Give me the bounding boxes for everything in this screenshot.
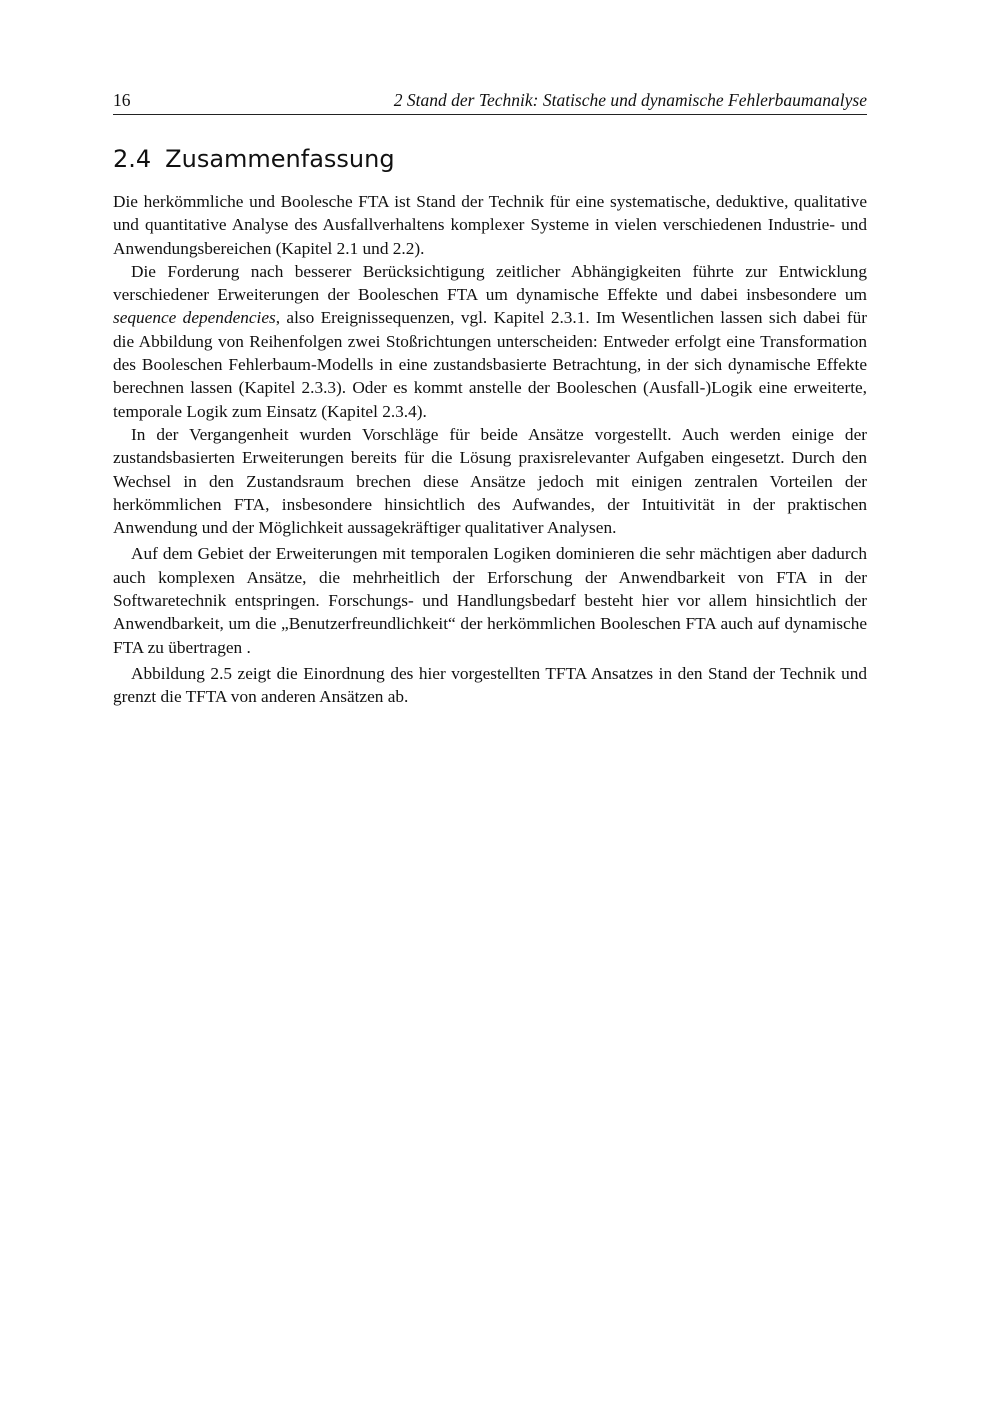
paragraph-2-part-1: Die Forderung nach besserer Berücksichtigung zeitlicher Abhängigkeiten führte zur Entwicklung verschiedener Erweiterungen der Booleschen FTA um dynamische Effekte und dabei insbesondere um xyxy=(113,261,867,305)
paragraph-1: Die herkömmliche und Boolesche FTA ist Stand der Technik für eine systematische, deduktive, qualitative und quantitative Analyse des Ausfallverhaltens komplexer Systeme in vielen verschiedenen Industrie- und Anwendungsbereichen (Kapitel 2.1 und 2.2). xyxy=(113,192,867,258)
paragraph-3: In der Vergangenheit wurden Vorschläge für beide Ansätze vorgestellt. Auch werden einige der zustandsbasierten Erweiterungen bereits für die Lösung praxisrelevanter Aufgaben eingesetzt. Durch den Wechsel in den Zustandsraum brechen diese Ansätze jedoch mit einigen zentralen Vorteilen der herkömmlichen FTA, insbesondere hinsichtlich des Aufwandes, der Intuitivität in der praktischen Anwendung und der Möglichkeit aussagekräftiger qualitativer Analysen. xyxy=(113,424,867,538)
paragraph-5: Abbildung 2.5 zeigt die Einordnung des hier vorgestellten TFTA Ansatzes in den Stand der Technik und grenzt die TFTA von anderen Ansätzen ab. xyxy=(113,663,867,707)
running-header xyxy=(113,88,867,115)
running-title: 2 Stand der Technik: Statische und dynamische Fehlerbaumanalyse xyxy=(393,90,867,110)
page-number: 16 xyxy=(113,90,131,110)
body-text xyxy=(113,190,867,709)
paragraph-2-part-2: , also Ereignissequenzen, vgl. Kapitel 2.3.1. Im Wesentlichen lassen sich dabei für die Abbildung von Reihenfolgen zwei Stoßrichtungen unterscheiden: Entweder erfolgt eine Transformation des Booleschen Fehlerbaum-Modells in eine zustandsbasierte Betrachtung, in der sich dynamische Effekte berechnen lassen (Kapitel 2.3.3). Oder es kommt anstelle der Booleschen (Ausfall-)Logik eine erweiterte, temporale Logik zum Einsatz (Kapitel 2.3.4). xyxy=(113,308,867,421)
paragraph-4: Auf dem Gebiet der Erweiterungen mit temporalen Logiken dominieren die sehr mächtigen aber dadurch auch komplexen Ansätze, die mehrheitlich der Erforschung der Anwendbarkeit von FTA in der Softwaretechnik entspringen. Forschungs- und Handlungsbedarf besteht hier vor allem hinsichtlich der Anwendbarkeit, um die „Benutzerfreundlichkeit“ der herkömmlichen Booleschen FTA auch auf dynamische FTA zu übertragen . xyxy=(113,544,867,657)
section-number: 2.4 xyxy=(113,145,152,173)
section-title: Zusammenfassung xyxy=(165,145,395,173)
section-heading xyxy=(113,144,867,174)
paragraph-2 xyxy=(113,260,867,423)
paragraph-2-emphasis: sequence dependencies xyxy=(113,308,276,328)
document-page xyxy=(113,88,867,709)
